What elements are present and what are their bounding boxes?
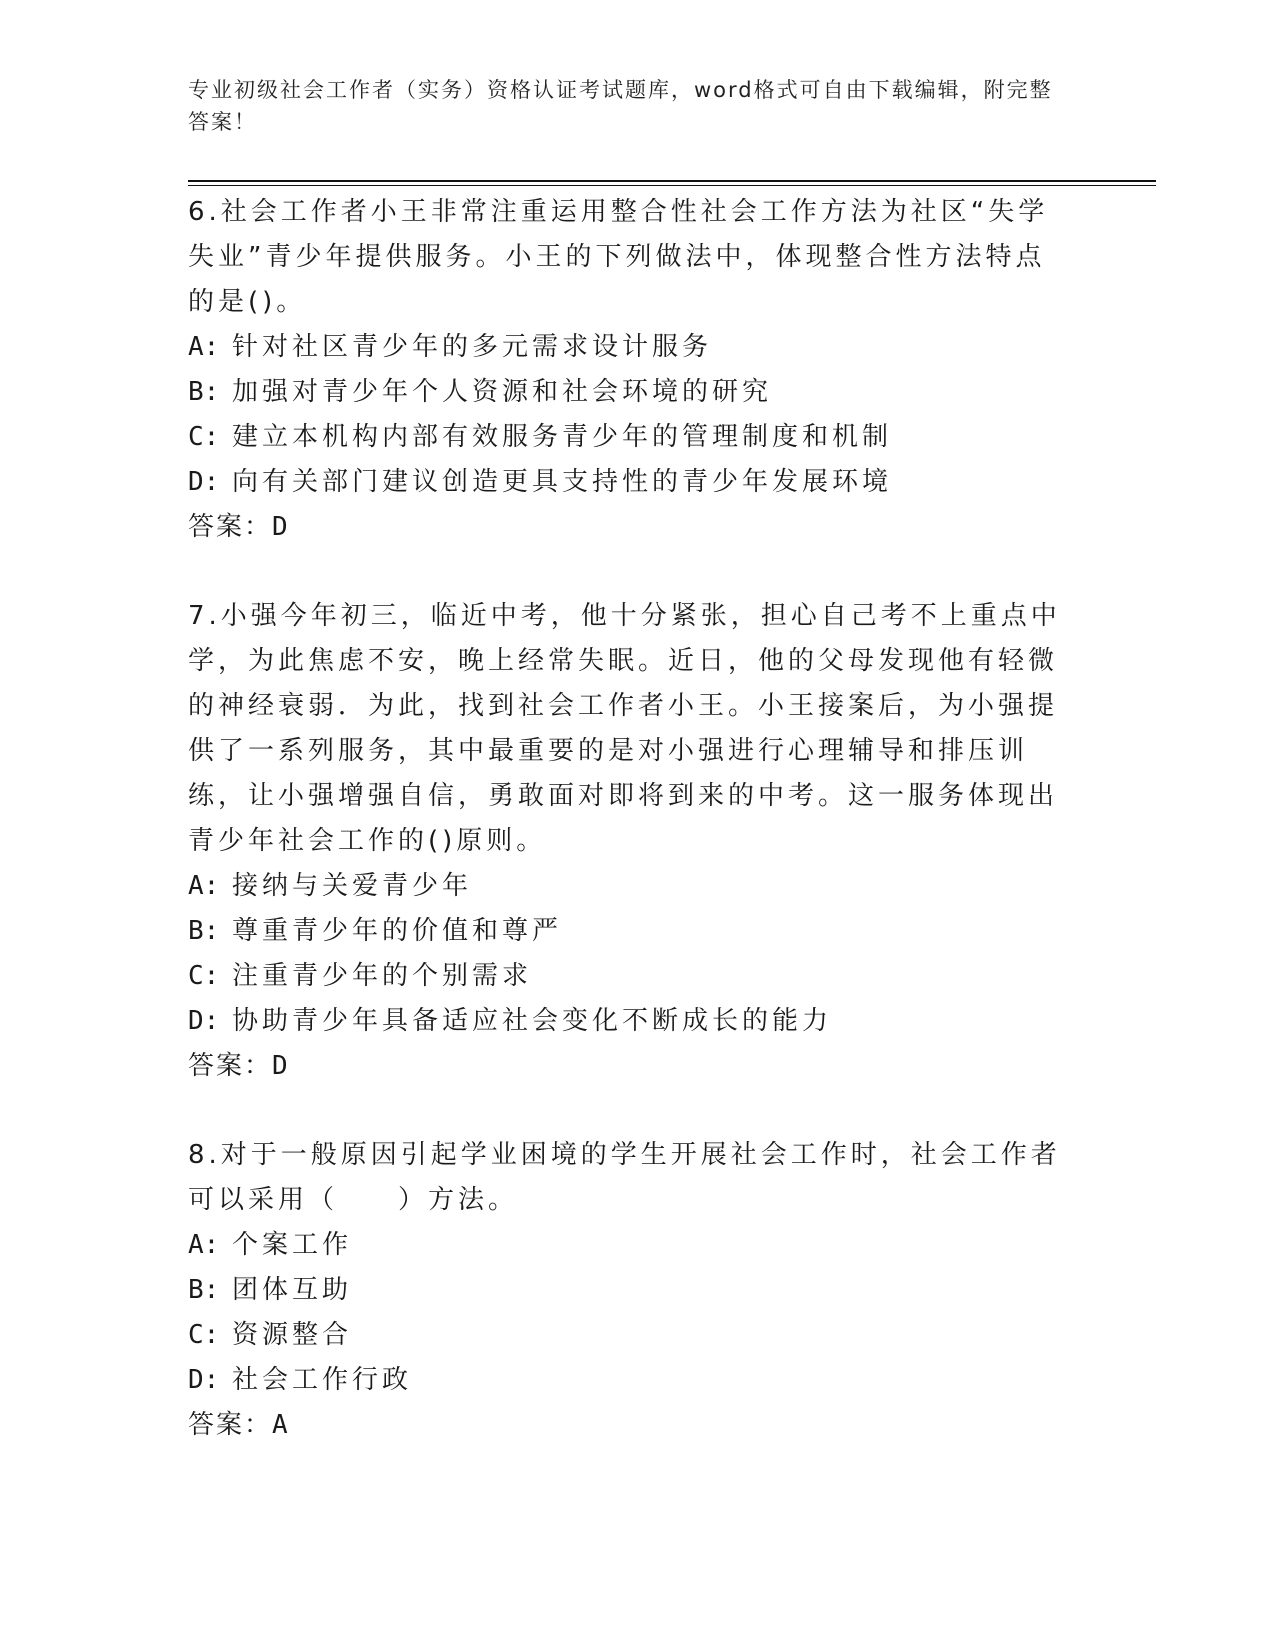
option-d — [188, 999, 1068, 1044]
option-key: B: — [188, 916, 220, 946]
answer-line — [188, 1044, 1068, 1089]
question-stem: 6.社会工作者小王非常注重运用整合性社会工作方法为社区“失学失业”青少年提供服务。小王的下列做法中，体现整合性方法特点的是()。 — [188, 197, 1049, 317]
option-key: C: — [188, 422, 220, 452]
answer-value: A — [272, 1410, 290, 1440]
question-8 — [188, 1133, 1068, 1448]
option-text: 注重青少年的个别需求 — [232, 961, 533, 991]
option-key: D: — [188, 467, 220, 497]
page-header: 专业初级社会工作者（实务）资格认证考试题库，word格式可自由下载编辑，附完整答案！ — [188, 78, 1053, 134]
question-stem: 8.对于一般原因引起学业困境的学生开展社会工作时，社会工作者可以采用（ ）方法。 — [188, 1140, 1061, 1215]
option-text: 尊重青少年的价值和尊严 — [232, 916, 563, 946]
option-text: 加强对青少年个人资源和社会环境的研究 — [232, 377, 773, 407]
option-d — [188, 1358, 1068, 1403]
option-key: B: — [188, 1275, 220, 1305]
question-list — [188, 190, 1068, 1492]
question-stem: 7.小强今年初三，临近中考，他十分紧张，担心自己考不上重点中学，为此焦虑不安，晚上经常失眠。近日，他的父母发现他有轻微的神经衰弱．为此，找到社会工作者小王。小王接案后，为小强提供了一系列服务，其中最重要的是对小强进行心理辅导和排压训练，让小强增强自信，勇敢面对即将到来的中考。这一服务体现出青少年社会工作的()原则。 — [188, 601, 1061, 856]
option-text: 协助青少年具备适应社会变化不断成长的能力 — [232, 1006, 833, 1036]
header-rule-thin — [188, 185, 1156, 186]
answer-label: 答案： — [188, 1410, 273, 1440]
option-key: D: — [188, 1006, 220, 1036]
option-a — [188, 864, 1068, 909]
option-b — [188, 909, 1068, 954]
option-a — [188, 1223, 1068, 1268]
option-c — [188, 954, 1068, 999]
option-key: A: — [188, 871, 220, 901]
option-text: 建立本机构内部有效服务青少年的管理制度和机制 — [232, 422, 893, 452]
option-c — [188, 1313, 1068, 1358]
answer-value: D — [272, 1051, 290, 1081]
option-key: C: — [188, 961, 220, 991]
option-text: 向有关部门建议创造更具支持性的青少年发展环境 — [232, 467, 893, 497]
option-text: 资源整合 — [232, 1320, 353, 1350]
option-c — [188, 415, 1068, 460]
option-text: 个案工作 — [232, 1230, 353, 1260]
question-6 — [188, 190, 1068, 550]
option-key: C: — [188, 1320, 220, 1350]
option-key: D: — [188, 1365, 220, 1395]
header-rule-thick — [188, 180, 1156, 182]
answer-label: 答案： — [188, 1051, 273, 1081]
option-key: A: — [188, 1230, 220, 1260]
option-text: 针对社区青少年的多元需求设计服务 — [232, 332, 713, 362]
option-text: 接纳与关爱青少年 — [232, 871, 473, 901]
option-d — [188, 460, 1068, 505]
answer-line — [188, 505, 1068, 550]
answer-label: 答案： — [188, 512, 273, 542]
answer-value: D — [272, 512, 290, 542]
option-text: 团体互助 — [232, 1275, 353, 1305]
option-b — [188, 370, 1068, 415]
option-a — [188, 325, 1068, 370]
answer-line — [188, 1403, 1068, 1448]
option-text: 社会工作行政 — [232, 1365, 413, 1395]
option-key: A: — [188, 332, 220, 362]
question-7 — [188, 594, 1068, 1089]
option-key: B: — [188, 377, 220, 407]
option-b — [188, 1268, 1068, 1313]
